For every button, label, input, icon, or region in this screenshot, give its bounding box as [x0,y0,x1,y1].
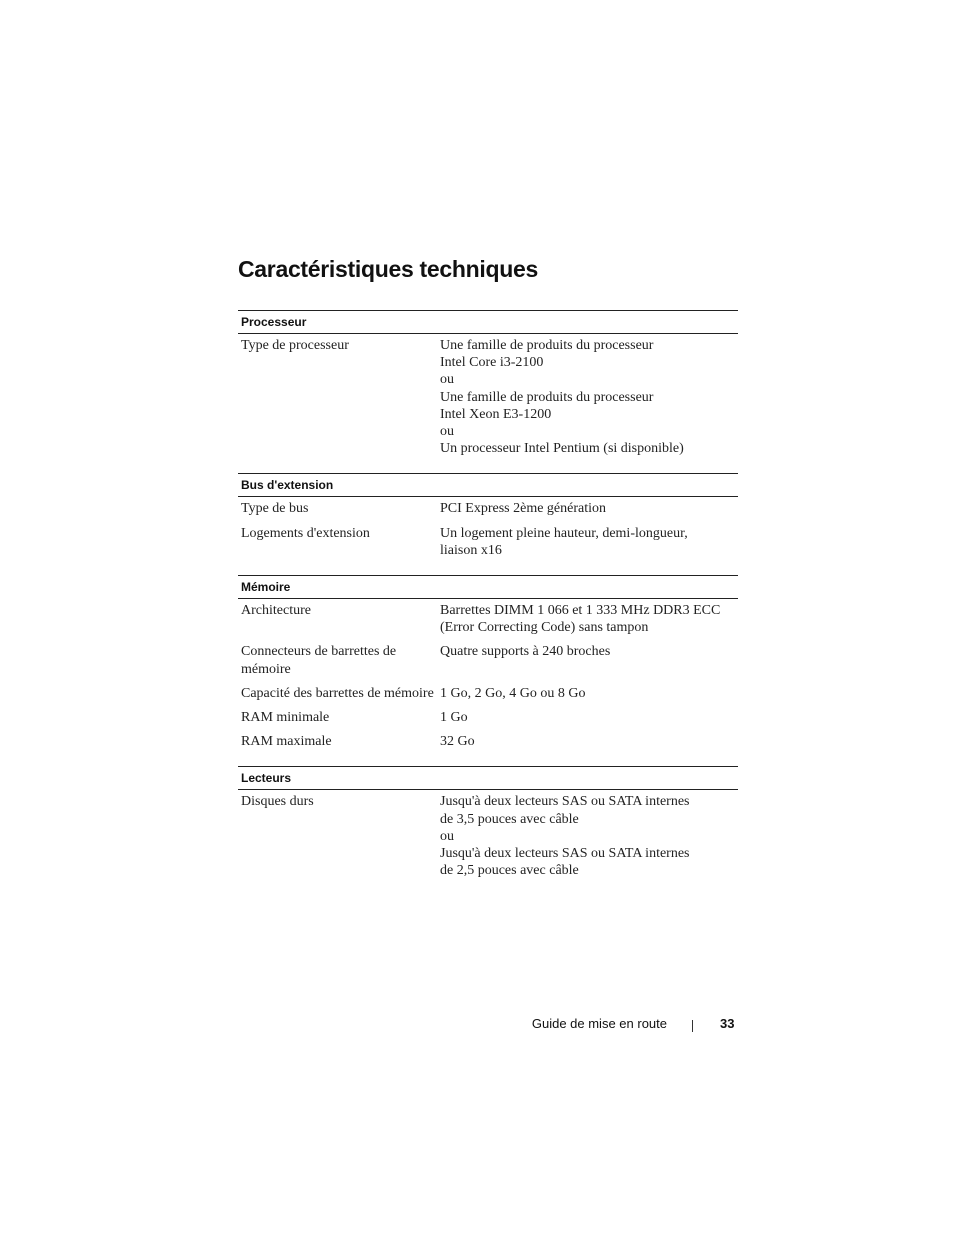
value-line: (Error Correcting Code) sans tampon [440,620,649,636]
spec-value [440,337,738,457]
value-line: 32 Go [440,734,475,750]
section-memoire [238,575,738,750]
value-line: ou [440,372,454,388]
spec-row-connecteurs [238,643,738,677]
spec-row-architecture [238,602,738,636]
spec-row-capacite [238,685,738,702]
section-header: Bus d'extension [238,473,738,497]
spec-row-type-de-bus [238,500,738,517]
value-line: Jusqu'à deux lecteurs SAS ou SATA internes [440,846,690,862]
value-line: Jusqu'à deux lecteurs SAS ou SATA internes [440,794,690,810]
spec-label: Type de processeur [241,338,349,353]
spec-value [440,525,738,559]
value-line: de 3,5 pouces avec câble [440,811,579,827]
section-header: Lecteurs [238,766,738,790]
spec-label: RAM maximale [241,734,332,750]
spec-value [440,500,738,517]
spec-label: Capacité des barrettes de mémoire [241,685,434,701]
spec-label: Type de bus [241,501,309,517]
spec-row-type-de-processeur [238,337,738,457]
value-line: 1 Go, 2 Go, 4 Go ou 8 Go [440,685,586,701]
value-line: Une famille de produits du processeur [440,389,654,405]
value-line: ou [440,828,454,844]
section-bus-extension [238,473,738,559]
value-line: Intel Xeon E3-1200 [440,406,552,422]
value-line: liaison x16 [440,542,502,558]
section-processeur [238,310,738,457]
page-footer [0,1016,954,1034]
spec-value [440,602,738,636]
spec-row-ram-maximale [238,733,738,750]
value-line: Un processeur Intel Pentium (si disponible) [440,441,684,457]
spec-label: Logements d'extension [241,525,370,541]
spec-row-ram-minimale [238,709,738,726]
value-line: de 2,5 pouces avec câble [440,863,579,879]
section-header: Processeur [238,310,738,334]
spec-value [440,643,738,677]
value-line: Quatre supports à 240 broches [440,644,611,660]
spec-value [440,733,738,750]
spec-table [238,310,738,895]
spec-value [440,685,738,702]
spec-row-disques-durs [238,793,738,879]
value-line: Une famille de produits du processeur [440,338,654,353]
footer-text: Guide de mise en route [531,1016,667,1031]
section-lecteurs [238,766,738,879]
value-line: PCI Express 2ème génération [440,501,607,517]
section-header: Mémoire [238,575,738,599]
spec-value [440,793,738,879]
spec-label: Architecture [241,603,311,619]
value-line: Un logement pleine hauteur, demi-longueur, [440,525,688,541]
spec-label: RAM minimale [241,710,330,726]
page-title: Caractéristiques techniques [238,256,538,282]
spec-value [440,709,738,726]
value-line: Intel Core i3-2100 [440,355,544,371]
spec-label: Connecteurs de barrettes de mémoire [241,644,397,677]
value-line: 1 Go [440,710,468,726]
value-line: ou [440,424,454,440]
value-line: Barrettes DIMM 1 066 et 1 333 MHz DDR3 ECC [440,603,721,619]
footer-separator [692,1020,693,1032]
spec-label: Disques durs [241,794,314,810]
page-number: 33 [720,1016,735,1031]
spec-row-logements-extension [238,525,738,559]
